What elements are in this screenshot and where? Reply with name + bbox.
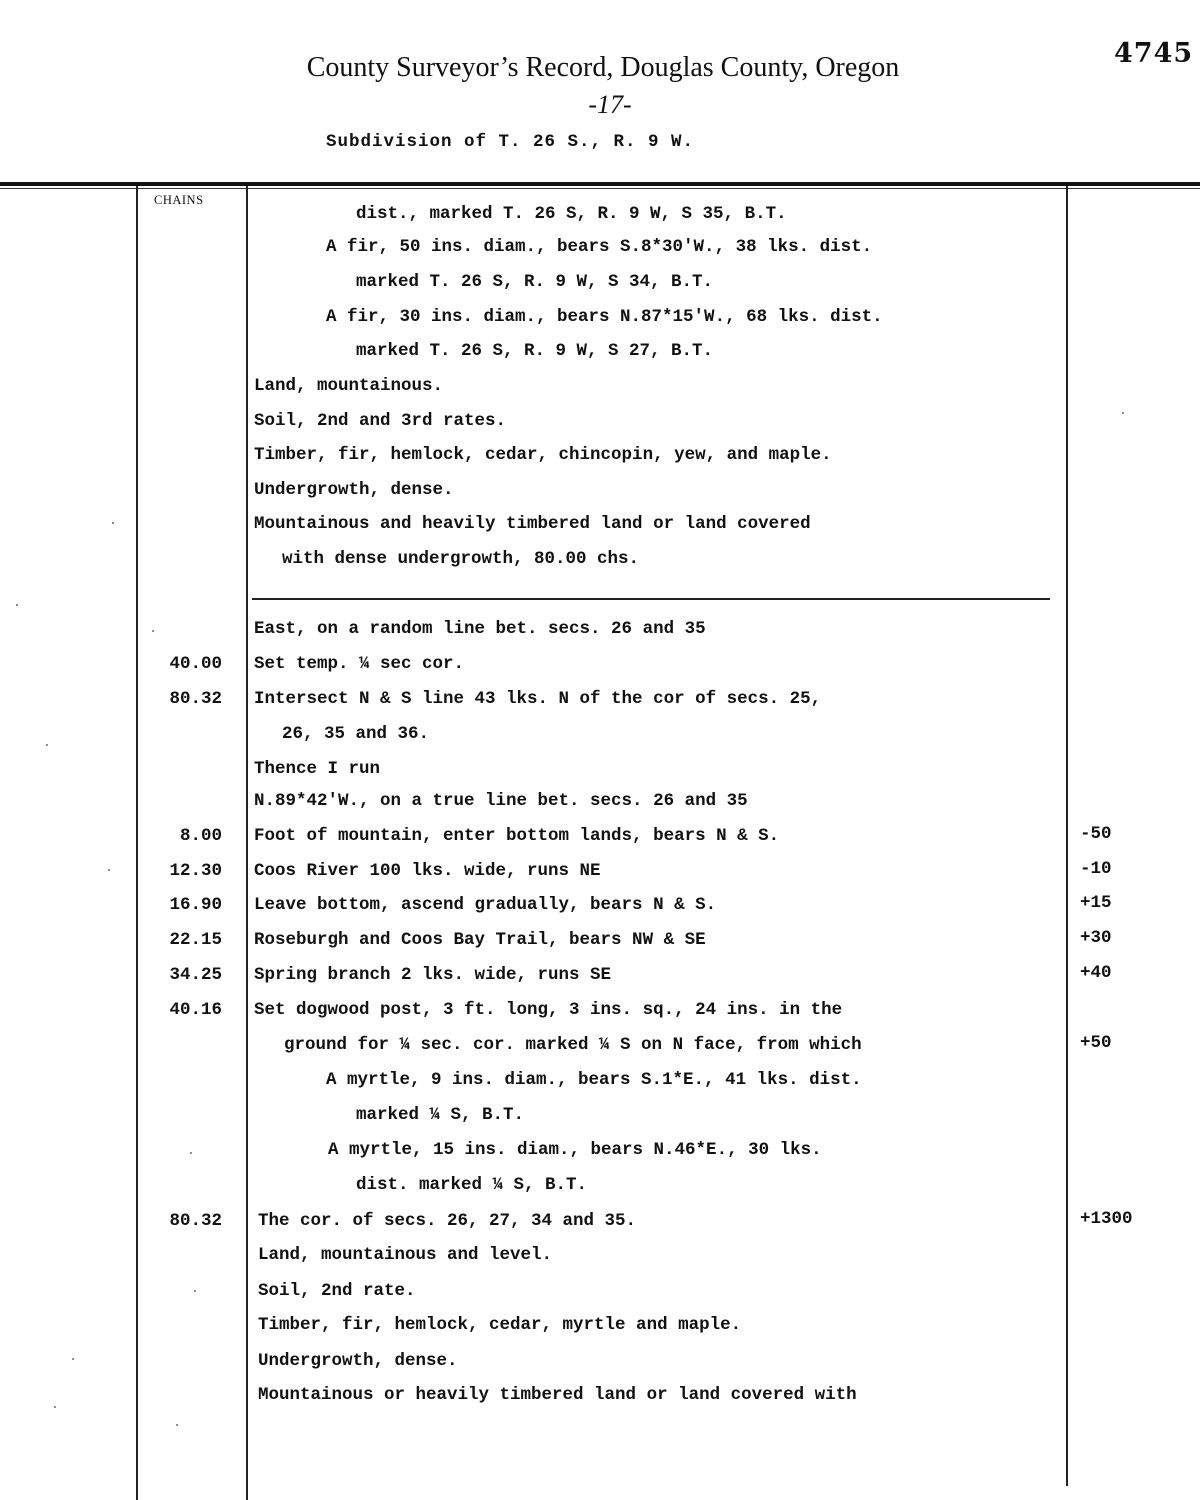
entry-line: Intersect N & S line 43 lks. N of the cor of secs. 25,	[254, 689, 822, 709]
entry-line: Timber, fir, hemlock, cedar, myrtle and maple.	[258, 1315, 742, 1335]
entry-line: East, on a random line bet. secs. 26 and 35	[254, 619, 706, 639]
entry-line: Set dogwood post, 3 ft. long, 3 ins. sq., 24 ins. in the	[254, 1000, 843, 1020]
entry-line: marked ¼ S, B.T.	[356, 1105, 525, 1125]
entry-line: marked T. 26 S, R. 9 W, S 34, B.T.	[356, 272, 714, 292]
entry-line: Foot of mountain, enter bottom lands, bears N & S.	[254, 826, 780, 846]
chains-column-divider	[246, 186, 248, 1500]
chains-value: 8.00	[179, 826, 222, 846]
elevation-note: +15	[1080, 893, 1112, 913]
entry-line: marked T. 26 S, R. 9 W, S 27, B.T.	[356, 341, 714, 361]
entry-line: Soil, 2nd and 3rd rates.	[254, 411, 507, 431]
entry-line: Land, mountainous and level.	[258, 1245, 553, 1265]
entry-line: Soil, 2nd rate.	[258, 1281, 416, 1301]
chains-value: 16.90	[169, 895, 222, 915]
scan-speck	[108, 869, 110, 871]
scan-speck	[194, 1290, 196, 1292]
entry-line: dist. marked ¼ S, B.T.	[356, 1175, 588, 1195]
entry-line: A fir, 50 ins. diam., bears S.8*30'W., 38 lks. dist.	[326, 237, 873, 257]
entry-line: Roseburgh and Coos Bay Trail, bears NW & SE	[254, 930, 706, 950]
entry-line: dist., marked T. 26 S, R. 9 W, S 35, B.T.	[356, 204, 787, 224]
chains-column-label: CHAINS	[154, 193, 204, 207]
chains-value: 80.32	[169, 689, 222, 709]
entry-line: Mountainous or heavily timbered land or land covered with	[258, 1385, 857, 1405]
chains-value: 22.15	[169, 930, 222, 950]
elevation-note: -50	[1080, 824, 1112, 844]
entry-line: A fir, 30 ins. diam., bears N.87*15'W., 68 lks. dist.	[326, 307, 883, 327]
page-number: 4745	[1114, 38, 1194, 69]
entry-line: with dense undergrowth, 80.00 chs.	[282, 549, 640, 569]
chains-value: 40.16	[169, 1000, 222, 1020]
chains-value: 40.00	[169, 654, 222, 674]
entry-line: The cor. of secs. 26, 27, 34 and 35.	[258, 1211, 637, 1231]
entry-line: Undergrowth, dense.	[258, 1351, 458, 1371]
subdivision-heading: Subdivision of T. 26 S., R. 9 W.	[326, 132, 695, 152]
scan-speck	[46, 744, 48, 746]
entry-line: Undergrowth, dense.	[254, 480, 454, 500]
elevation-note: +1300	[1080, 1209, 1133, 1229]
entry-line: 26, 35 and 36.	[282, 724, 430, 744]
entry-line: A myrtle, 9 ins. diam., bears S.1*E., 41 lks. dist.	[326, 1070, 862, 1090]
header-rule	[0, 182, 1200, 186]
header-rule-thin	[0, 188, 1200, 189]
section-divider	[252, 598, 1050, 600]
entry-line: Coos River 100 lks. wide, runs NE	[254, 861, 601, 881]
elevation-note: -10	[1080, 859, 1112, 879]
elevation-note: +30	[1080, 928, 1112, 948]
scan-speck	[72, 1358, 74, 1360]
entry-line: Set temp. ¼ sec cor.	[254, 654, 465, 674]
entry-line: Spring branch 2 lks. wide, runs SE	[254, 965, 612, 985]
scan-speck	[54, 1406, 56, 1408]
entry-line: Timber, fir, hemlock, cedar, chincopin, yew, and maple.	[254, 445, 832, 465]
entry-line: Leave bottom, ascend gradually, bears N & S.	[254, 895, 717, 915]
entry-line: Mountainous and heavily timbered land or land covered	[254, 514, 811, 534]
entry-line: N.89*42'W., on a true line bet. secs. 26 and 35	[254, 791, 748, 811]
scan-speck	[1122, 412, 1124, 414]
chains-value: 12.30	[169, 861, 222, 881]
chains-value: 34.25	[169, 965, 222, 985]
notes-column-divider	[1066, 186, 1068, 1486]
page-sequence: -17-	[588, 90, 632, 119]
entry-line: ground for ¼ sec. cor. marked ¼ S on N face, from which	[284, 1035, 862, 1055]
scan-speck	[16, 604, 18, 606]
left-margin-line	[136, 186, 138, 1500]
elevation-note: +50	[1080, 1033, 1112, 1053]
elevation-note: +40	[1080, 963, 1112, 983]
scan-speck	[190, 1152, 192, 1154]
scan-speck	[152, 630, 154, 632]
entry-line: Thence I run	[254, 759, 381, 779]
scan-speck	[176, 1424, 178, 1426]
record-title: County Surveyor’s Record, Douglas County, Oregon	[306, 52, 900, 83]
entry-line: Land, mountainous.	[254, 376, 444, 396]
entry-line: A myrtle, 15 ins. diam., bears N.46*E., 30 lks.	[328, 1140, 822, 1160]
chains-value: 80.32	[169, 1211, 222, 1231]
scan-speck	[112, 522, 114, 524]
